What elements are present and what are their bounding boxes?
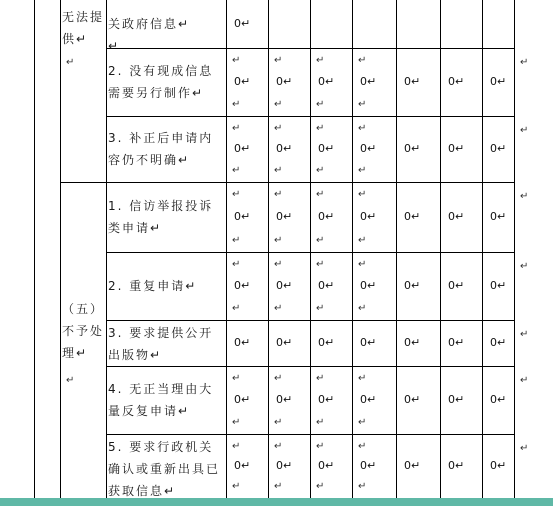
- grid-vline: [60, 0, 61, 498]
- paragraph-mark: ↵: [358, 165, 367, 176]
- paragraph-mark: ↵: [274, 123, 283, 134]
- value-text: 0↵: [448, 393, 465, 406]
- paragraph-mark: ↵: [316, 99, 325, 110]
- paragraph-mark: ↵: [358, 481, 367, 492]
- value-text: 0↵: [234, 142, 251, 155]
- value-cell: [268, 116, 310, 182]
- value-text: 0↵: [490, 459, 507, 472]
- value-text: 0↵: [360, 336, 377, 349]
- value-text: 0↵: [404, 393, 421, 406]
- value-text: 0↵: [490, 210, 507, 223]
- value-text: 0↵: [360, 279, 377, 292]
- value-cell: [440, 320, 482, 366]
- value-cell: [440, 48, 482, 116]
- value-cell: [310, 182, 352, 252]
- paragraph-mark: ↵: [232, 441, 241, 452]
- value-text: 0↵: [276, 393, 293, 406]
- value-cell: [310, 252, 352, 320]
- value-cell: [310, 0, 352, 48]
- row-label: 5. 要求行政机关确认或重新出具已获取信息↵: [108, 440, 221, 498]
- paragraph-mark: ↵: [274, 259, 283, 270]
- paragraph-mark: ↵: [232, 55, 241, 66]
- value-cell: [440, 252, 482, 320]
- value-cell: [226, 0, 268, 48]
- category-mark: ↵: [66, 57, 75, 68]
- value-text: 0↵: [318, 142, 335, 155]
- value-text: 0↵: [448, 336, 465, 349]
- value-cell: [310, 320, 352, 366]
- value-cell: [352, 366, 396, 434]
- value-text: 0↵: [490, 142, 507, 155]
- paragraph-mark: ↵: [358, 259, 367, 270]
- grid-vline: [106, 0, 107, 498]
- paragraph-mark: ↵: [316, 373, 325, 384]
- value-text: 0↵: [276, 210, 293, 223]
- value-text: 0↵: [318, 75, 335, 88]
- value-text: 0↵: [318, 459, 335, 472]
- value-cell: [226, 182, 268, 252]
- value-cell: [440, 0, 482, 48]
- value-cell: [396, 434, 440, 498]
- value-cell: [482, 366, 514, 434]
- value-cell: [226, 434, 268, 498]
- value-cell: [310, 434, 352, 498]
- value-text: 0↵: [404, 279, 421, 292]
- value-cell: [352, 252, 396, 320]
- value-cell: [268, 320, 310, 366]
- value-text: 0↵: [490, 393, 507, 406]
- paragraph-mark: ↵: [274, 55, 283, 66]
- paragraph-mark: ↵: [274, 189, 283, 200]
- value-text: 0↵: [360, 75, 377, 88]
- value-cell: [268, 48, 310, 116]
- paragraph-mark: ↵: [232, 189, 241, 200]
- paragraph-mark: ↵: [232, 123, 241, 134]
- value-cell: [268, 182, 310, 252]
- paragraph-mark: ↵: [316, 481, 325, 492]
- paragraph-mark: ↵: [232, 235, 241, 246]
- value-text: 0↵: [318, 210, 335, 223]
- value-text: 0↵: [234, 459, 251, 472]
- value-cell: [440, 366, 482, 434]
- value-text: 0↵: [448, 279, 465, 292]
- paragraph-mark: ↵: [232, 417, 241, 428]
- paragraph-mark: ↵: [232, 303, 241, 314]
- value-cell: [226, 320, 268, 366]
- paragraph-mark: ↵: [232, 99, 241, 110]
- value-text: 0↵: [318, 279, 335, 292]
- value-text: 0↵: [318, 393, 335, 406]
- category-divider: [60, 182, 106, 183]
- row-end-mark: ↵: [520, 57, 529, 68]
- value-cell: [396, 366, 440, 434]
- value-cell: [396, 0, 440, 48]
- value-cell: [268, 252, 310, 320]
- value-text: 0↵: [360, 210, 377, 223]
- paragraph-mark: ↵: [316, 303, 325, 314]
- value-text: 0↵: [234, 393, 251, 406]
- value-cell: [482, 434, 514, 498]
- value-cell: [226, 116, 268, 182]
- paragraph-mark: ↵: [316, 55, 325, 66]
- value-cell: [352, 320, 396, 366]
- value-cell: [396, 116, 440, 182]
- category-withheld: 无法提供↵: [62, 10, 105, 46]
- paragraph-mark: ↵: [274, 235, 283, 246]
- value-cell: [482, 48, 514, 116]
- paragraph-mark: ↵: [358, 373, 367, 384]
- value-text: 0↵: [276, 279, 293, 292]
- value-cell: [440, 434, 482, 498]
- paragraph-mark: ↵: [358, 417, 367, 428]
- value-cell: [268, 0, 310, 48]
- paragraph-mark: ↵: [358, 441, 367, 452]
- paragraph-mark: ↵: [274, 373, 283, 384]
- paragraph-mark: ↵: [358, 303, 367, 314]
- category-mark: ↵: [66, 375, 75, 386]
- value-text: 0↵: [490, 75, 507, 88]
- value-text: 0↵: [404, 210, 421, 223]
- paragraph-mark: ↵: [232, 259, 241, 270]
- value-cell: [396, 320, 440, 366]
- paragraph-mark: ↵: [232, 373, 241, 384]
- row-label: 3. 补正后申请内容仍不明确↵: [108, 131, 214, 167]
- paragraph-mark: ↵: [316, 259, 325, 270]
- paragraph-mark: ↵: [232, 481, 241, 492]
- value-cell: [352, 182, 396, 252]
- value-cell: [352, 434, 396, 498]
- value-text: 0↵: [490, 336, 507, 349]
- value-text: 0↵: [448, 142, 465, 155]
- value-cell: [440, 116, 482, 182]
- row-label: 2. 没有现成信息需要另行制作↵: [108, 64, 214, 100]
- value-text: 0↵: [404, 142, 421, 155]
- row-end-mark: ↵: [520, 125, 529, 136]
- paragraph-mark: ↵: [316, 165, 325, 176]
- value-text: 0↵: [448, 75, 465, 88]
- row-label: 关政府信息↵ ↵: [108, 17, 191, 53]
- value-text: 0↵: [276, 336, 293, 349]
- value-text: 0↵: [448, 210, 465, 223]
- value-text: 0↵: [360, 393, 377, 406]
- row-label: 2. 重复申请↵: [108, 279, 198, 293]
- value-cell: [482, 182, 514, 252]
- value-cell: [482, 0, 514, 48]
- grid-vline: [34, 0, 35, 498]
- value-text: 0↵: [318, 336, 335, 349]
- value-cell: [396, 252, 440, 320]
- row-end-mark: ↵: [520, 329, 529, 340]
- paragraph-mark: ↵: [232, 165, 241, 176]
- value-cell: [226, 48, 268, 116]
- row-end-mark: ↵: [520, 261, 529, 272]
- category-refuse: （五） 不予处理↵: [62, 302, 105, 360]
- row-label: 3. 要求提供公开出版物↵: [108, 326, 214, 362]
- paragraph-mark: ↵: [316, 441, 325, 452]
- value-text: 0↵: [360, 142, 377, 155]
- value-cell: [226, 252, 268, 320]
- value-cell: [268, 434, 310, 498]
- value-cell: [482, 252, 514, 320]
- value-text: 0↵: [234, 75, 251, 88]
- paragraph-mark: ↵: [358, 99, 367, 110]
- row-label: 4. 无正当理由大量反复申请↵: [108, 382, 214, 418]
- paragraph-mark: ↵: [274, 417, 283, 428]
- value-text: 0↵: [234, 17, 251, 30]
- paragraph-mark: ↵: [274, 165, 283, 176]
- value-text: 0↵: [360, 459, 377, 472]
- paragraph-mark: ↵: [316, 417, 325, 428]
- value-cell: [310, 48, 352, 116]
- grid-vline: [514, 0, 515, 498]
- paragraph-mark: ↵: [316, 189, 325, 200]
- paragraph-mark: ↵: [274, 99, 283, 110]
- value-cell: [482, 320, 514, 366]
- value-text: 0↵: [404, 336, 421, 349]
- row-end-mark: ↵: [520, 443, 529, 454]
- value-text: 0↵: [448, 459, 465, 472]
- value-text: 0↵: [276, 142, 293, 155]
- paragraph-mark: ↵: [274, 303, 283, 314]
- value-text: 0↵: [404, 459, 421, 472]
- value-text: 0↵: [234, 210, 251, 223]
- value-cell: [310, 366, 352, 434]
- value-cell: [352, 116, 396, 182]
- row-label: 1. 信访举报投诉类申请↵: [108, 199, 214, 235]
- value-cell: [268, 366, 310, 434]
- paragraph-mark: ↵: [274, 481, 283, 492]
- value-text: 0↵: [404, 75, 421, 88]
- value-cell: [396, 48, 440, 116]
- value-cell: [440, 182, 482, 252]
- paragraph-mark: ↵: [358, 235, 367, 246]
- row-end-mark: ↵: [520, 191, 529, 202]
- value-text: 0↵: [276, 459, 293, 472]
- paragraph-mark: ↵: [358, 189, 367, 200]
- paragraph-mark: ↵: [316, 123, 325, 134]
- value-text: 0↵: [490, 279, 507, 292]
- row-end-mark: ↵: [520, 375, 529, 386]
- value-cell: [352, 0, 396, 48]
- footer-bar: [0, 498, 553, 506]
- value-cell: [310, 116, 352, 182]
- value-text: 0↵: [234, 336, 251, 349]
- value-cell: [352, 48, 396, 116]
- value-cell: [226, 366, 268, 434]
- value-cell: [482, 116, 514, 182]
- paragraph-mark: ↵: [316, 235, 325, 246]
- value-text: 0↵: [234, 279, 251, 292]
- paragraph-mark: ↵: [274, 441, 283, 452]
- paragraph-mark: ↵: [358, 123, 367, 134]
- value-text: 0↵: [276, 75, 293, 88]
- value-cell: [396, 182, 440, 252]
- paragraph-mark: ↵: [358, 55, 367, 66]
